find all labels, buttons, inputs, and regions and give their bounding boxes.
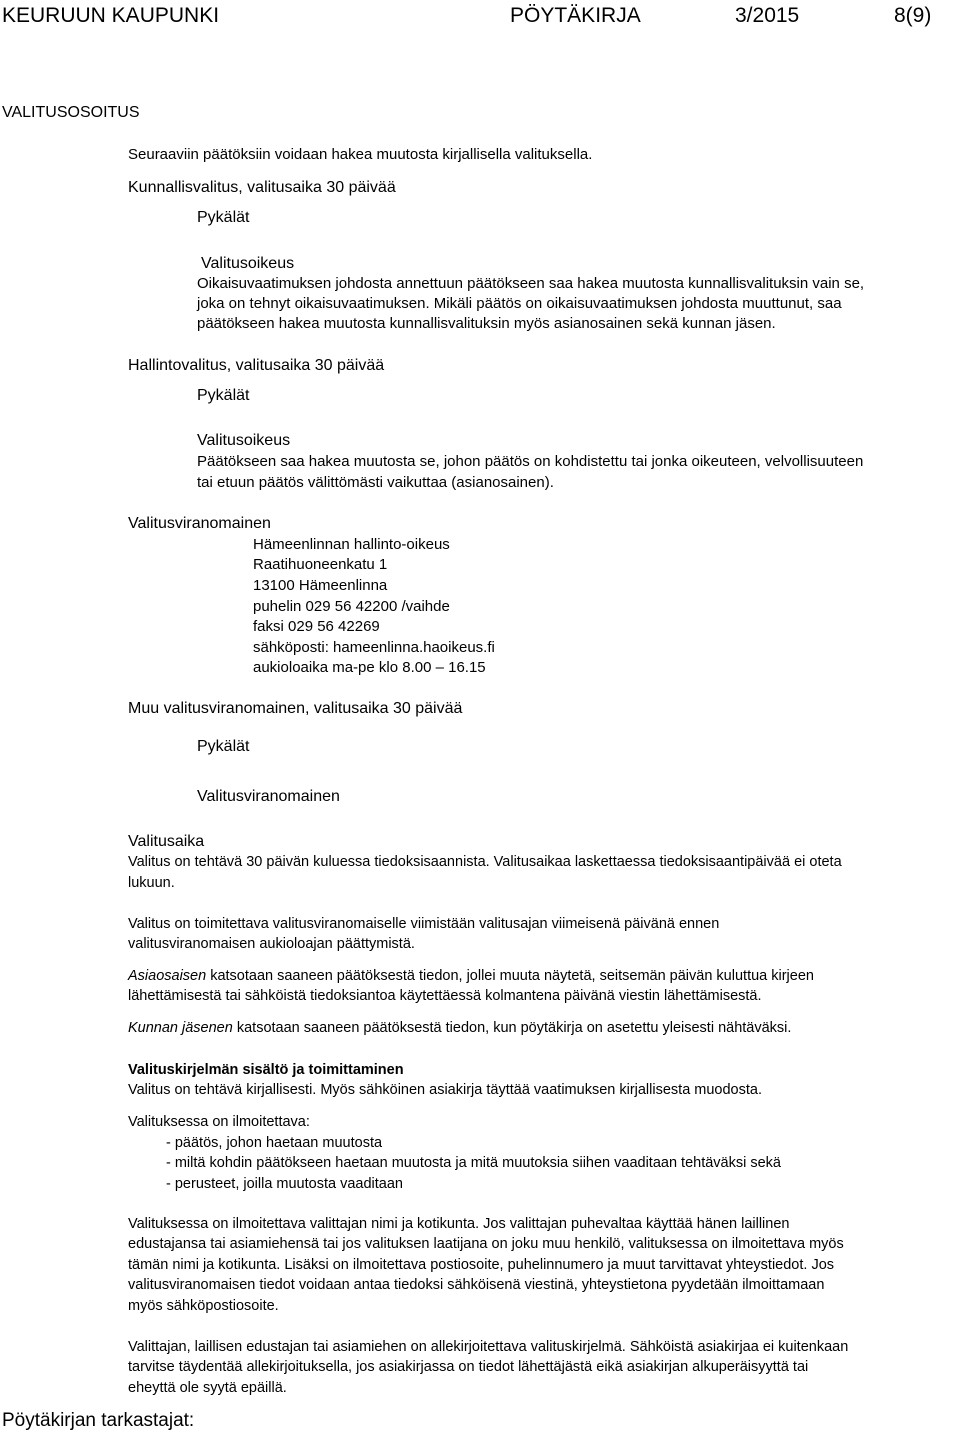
appeal-list-intro: Valituksessa on ilmoitettava: <box>128 1114 310 1130</box>
authority-postal: 13100 Hämeenlinna <box>253 577 388 594</box>
delivery-text-line: Valitus on toimitettava valitusviranomaiselle viimistään valitusajan viimeisenä päivänä ennen <box>128 916 720 932</box>
page-title: VALITUSOSOITUS <box>2 104 140 121</box>
list-item: - perusteet, joilla muutosta vaaditaan <box>166 1176 403 1192</box>
administrative-text-line: tai etuun päätös välittömästi vaikuttaa (asianosainen). <box>197 474 554 491</box>
party-term: Asiaosaisen <box>128 968 207 984</box>
appeal-content-text: Valitus on tehtävä kirjallisesti. Myös sähköinen asiakirja täyttää vaatimuksen kirjallisesta muodosta. <box>128 1082 762 1098</box>
administrative-text-line: Päätökseen saa hakea muutosta se, johon päätös on kohdistettu tai jonka oikeuteen, velvollisuuteen <box>197 453 864 470</box>
other-authority-heading: Muu valitusviranomainen, valitusaika 30 päivää <box>128 700 463 717</box>
signature-info-line: eheyttä ole syytä epäillä. <box>128 1380 287 1396</box>
appellant-info-line: tämän nimi ja kotikunta. Lisäksi on ilmoitettava postiosoite, puhelinnumero ja muut tarvittavat yhteystiedot. Jos <box>128 1257 835 1273</box>
header-page-number: 8(9) <box>894 4 932 27</box>
party-notice-line <box>128 966 814 987</box>
header-document-number: 3/2015 <box>735 4 800 27</box>
party-notice-text: katsotaan saaneen päätöksestä tiedon, jollei muuta näytetä, seitsemän päivän kuluttua kirjeen <box>206 968 814 984</box>
member-term: Kunnan jäsenen <box>128 1020 233 1036</box>
delivery-text-line: valitusviranomaisen aukioloajan päättymistä. <box>128 936 415 952</box>
appellant-info-line: Valituksessa on ilmoitettava valittajan nimi ja kotikunta. Jos valittajan puhevaltaa käyttää hänen laillinen <box>128 1216 790 1232</box>
municipal-text-line: joka on tehnyt oikaisuvaatimuksen. Mikäli päätös on oikaisuvaatimuksen johdosta muuttunut, saa <box>197 295 842 312</box>
administrative-sections-label: Pykälät <box>197 387 250 404</box>
appeal-period-text-line: Valitus on tehtävä 30 päivän kuluessa tiedoksisaannista. Valitusaikaa laskettaessa tiedoksisaantipäivää ei oteta <box>128 854 842 870</box>
party-notice-line: lähettämisestä tai sähköistä tiedoksiantoa käytettäessä kolmantena päivänä viestin lähettämisestä. <box>128 988 762 1004</box>
administrative-appeal-heading: Hallintovalitus, valitusaika 30 päivää <box>128 357 385 374</box>
authority-hours: aukioloaika ma-pe klo 8.00 – 16.15 <box>253 659 486 676</box>
appellant-info-line: valitusviranomaisen tiedot voidaan antaa tiedoksi sähköisenä viestinä, yhteystietona pyydetään ilmoittamaan <box>128 1277 825 1293</box>
appellant-info-line: myös sähköpostiosoite. <box>128 1298 279 1314</box>
appeal-content-heading: Valituskirjelmän sisältö ja toimittaminen <box>128 1062 404 1078</box>
authority-label: Valitusviranomainen <box>128 515 271 532</box>
signature-info-line: Valittajan, laillisen edustajan tai asiamiehen on allekirjoitettava valituskirjelmä. Sähköistä asiakirjaa ei kuitenkaan <box>128 1339 849 1355</box>
member-notice-text: katsotaan saaneen päätöksestä tiedon, kun pöytäkirja on asetettu yleisesti nähtäväksi. <box>232 1020 792 1036</box>
list-item: - päätös, johon haetaan muutosta <box>166 1135 383 1151</box>
footer-checkers-label: Pöytäkirjan tarkastajat: <box>2 1410 195 1431</box>
municipal-text-line: päätökseen hakea muutosta kunnallisvalituksin myös asianosainen sekä kunnan jäsen. <box>197 315 776 332</box>
municipal-appeal-heading: Kunnallisvalitus, valitusaika 30 päivää <box>128 179 396 196</box>
header-document-type: PÖYTÄKIRJA <box>510 4 641 27</box>
authority-name: Hämeenlinnan hallinto-oikeus <box>253 536 450 553</box>
appeal-period-heading: Valitusaika <box>128 833 205 850</box>
other-authority-label: Valitusviranomainen <box>197 788 340 805</box>
other-authority-sections-label: Pykälät <box>197 738 250 755</box>
list-item: - miltä kohdin päätökseen haetaan muutosta ja mitä muutoksia siihen vaaditaan tehtäväksi sekä <box>166 1155 781 1171</box>
appellant-info-line: edustajansa tai asiamiehensä tai jos valituksen laatijana on joku muu henkilö, valituksessa on ilmoitettava myös <box>128 1236 844 1252</box>
appeal-period-text-line: lukuun. <box>128 875 175 891</box>
authority-street: Raatihuoneenkatu 1 <box>253 556 388 573</box>
municipal-right-label: Valitusoikeus <box>201 255 295 272</box>
authority-phone: puhelin 029 56 42200 /vaihde <box>253 598 450 615</box>
authority-fax: faksi 029 56 42269 <box>253 618 380 635</box>
administrative-right-label: Valitusoikeus <box>197 432 291 449</box>
member-notice-line <box>128 1018 791 1039</box>
intro-text: Seuraaviin päätöksiin voidaan hakea muutosta kirjallisella valituksella. <box>128 146 593 163</box>
header-organization: KEURUUN KAUPUNKI <box>2 4 220 27</box>
municipal-text-line: Oikaisuvaatimuksen johdosta annettuun päätökseen saa hakea muutosta kunnallisvalituksin vain se, <box>197 275 865 292</box>
signature-info-line: tarvitse täydentää allekirjoituksella, jos asiakirjassa on tiedot lähettäjästä eikä asiakirjan alkuperäisyyttä tai <box>128 1359 809 1375</box>
authority-email: sähköposti: hameenlinna.haoikeus.fi <box>253 639 495 656</box>
municipal-sections-label: Pykälät <box>197 209 250 226</box>
